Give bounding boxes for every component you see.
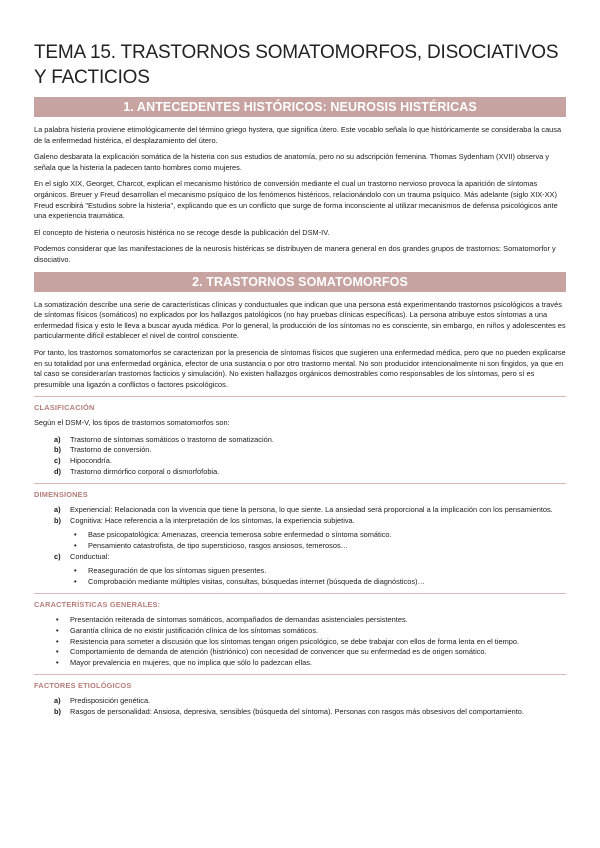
clasificacion-intro: Según el DSM-V, los tipos de trastornos somatomorfos son: — [34, 418, 230, 428]
factores-heading: FACTORES ETIOLÓGICOS — [34, 674, 566, 690]
list-item: • Comprobación mediante múltiples visitas, consultas, búsquedas internet (búsqueda de diagnósticos)… — [74, 577, 566, 588]
paragraph: En el siglo XIX, Georget, Charcot, explican el mecanismo histórico de conversión mediante el cual un trastorno nervioso provoca la aparición de síntomas orgánicos. Breuer y Freud desarrollan el mecanismo psíquico de los fenómenos histéricos, relacionándolo con un trauma psíquico. Más adelante (siglo XIX-XX) Freud escribirá "Estudios sobre la histeria", explicando que es un conflicto que surge de forma inconsciente al utilizar mecanismos de defensa psicológicos ante una experiencia traumática. — [34, 179, 558, 221]
list-item: • Garantía clínica de no existir justificación clínica de los síntomas somáticos. — [56, 626, 566, 637]
list-item: • Mayor prevalencia en mujeres, que no implica que sólo lo padezcan ellas. — [56, 658, 566, 669]
caracteristicas-list — [34, 615, 566, 668]
list-item: c) Hipocondría. — [54, 456, 566, 467]
list-item: • Presentación reiterada de síntomas somáticos, acompañados de demandas asistenciales persistentes. — [56, 615, 566, 626]
factores-list — [34, 696, 566, 717]
list-item: b) Rasgos de personalidad: Ansiosa, depresiva, sensibles (búsqueda del síntoma). Personas con rasgos más obsesivos del comportamiento. — [54, 707, 566, 718]
paragraph: El concepto de histeria o neurosis histérica no se recoge desde la publicación del DSM-IV. — [34, 227, 330, 237]
list-item: • Reaseguración de que los síntomas siguen presentes. — [74, 566, 566, 577]
list-item: c) Conductual: — [54, 552, 566, 563]
list-item: • Pensamiento catastrofista, de tipo supersticioso, rasgos ansiosos, temerosos… — [74, 541, 566, 552]
caracteristicas-heading: CARACTERÍSTICAS GENERALES: — [34, 593, 566, 609]
paragraph: Galeno desbarata la explicación somática de la histeria con sus estudios de anatomía, pero no su adscripción femenina. Thomas Sydenham (XVII) observa y señala que la histeria la padecen tanto hombres como mujeres. — [34, 152, 550, 172]
paragraph: Podemos considerar que las manifestaciones de la neurosis histéricas se distribuyen de manera general en dos grandes grupos de trastornos: Somatomorfor y disociativo. — [34, 244, 556, 264]
section-1-heading: 1. ANTECEDENTES HISTÓRICOS: NEUROSIS HISTÉRICAS — [34, 97, 566, 117]
section-2-heading: 2. TRASTORNOS SOMATOMORFOS — [34, 272, 566, 292]
list-item: a) Trastorno de síntomas somáticos o trastorno de somatización. — [54, 435, 566, 446]
paragraph: La palabra histeria proviene etimológicamente del término griego hystera, que significa útero. Este vocablo señala lo que históricamente se consideraba la causa de la enfermedad histérica, el desplazamiento del útero. — [34, 125, 562, 145]
list-item: a) Experiencial: Relacionada con la vivencia que tiene la persona, lo que siente. La ansiedad será proporcional a la implicación con los pensamientos. — [54, 505, 566, 516]
list-item: • Comportamiento de demanda de atención (histriónico) con necesidad de convencer que su enfermedad es de origen somático. — [56, 647, 566, 658]
paragraph: Por tanto, los trastornos somatomorfos se caracterizan por la presencia de síntomas físicos que sugieren una enfermedad médica, pero que no pueden explicarse en su totalidad por una enfermedad orgánica, efector de una sustancia o por otro trastorno mental. No son producidor intencionalmente ni son fingidos, ya que en tal caso se considerarían trastornos facticios y simulación). No existen hallazgos orgánicos demostrables como responsables de los síntomas, pero sí es presumible una ligazón a conflictos o factores psicológicos. — [34, 347, 566, 389]
list-item: • Resistencia para someter a discusión que los síntomas tengan origen psicológico, se debe trabajar con ellos de forma lenta en el tiempo. — [56, 637, 566, 648]
page-title: TEMA 15. TRASTORNOS SOMATOMORFOS, DISOCIATIVOS Y FACTICIOS — [34, 42, 559, 88]
dimensiones-heading: DIMENSIONES — [34, 483, 566, 499]
dimensiones-list-c — [34, 552, 566, 563]
list-item: • Base psicopatológica: Amenazas, creencia temerosa sobre enfermedad o síntoma somático. — [74, 530, 566, 541]
cognitiva-sublist — [34, 530, 566, 551]
dimensiones-list — [34, 505, 566, 526]
clasificacion-heading: CLASIFICACIÓN — [34, 396, 566, 412]
clasificacion-list — [34, 435, 566, 477]
list-item: b) Cognitiva: Hace referencia a la interpretación de los síntomas, la experiencia subjetiva. — [54, 516, 566, 527]
paragraph: La somatización describe una serie de características clínicas y conductuales que indican que una persona está experimentando trastornos psicológicos a través de síntomas físicos (somáticos) no explicados por los hallazgos patológicos (no hay pruebas clínicas específicas). La persona atribuye estos síntomas a una enfermedad física y esto le lleva a buscar ayuda médica. Por lo general, la producción de los síntomas no es consciente, sin embargo, en niños y adolescentes es particularmente difícil establecer el nivel de control consciente. — [34, 299, 566, 341]
conductual-sublist — [34, 566, 566, 587]
list-item: a) Predisposición genética. — [54, 696, 566, 707]
list-item: b) Trastorno de conversión. — [54, 445, 566, 456]
list-item: d) Trastorno dirmórfico corporal o dismorfofobia. — [54, 467, 566, 478]
